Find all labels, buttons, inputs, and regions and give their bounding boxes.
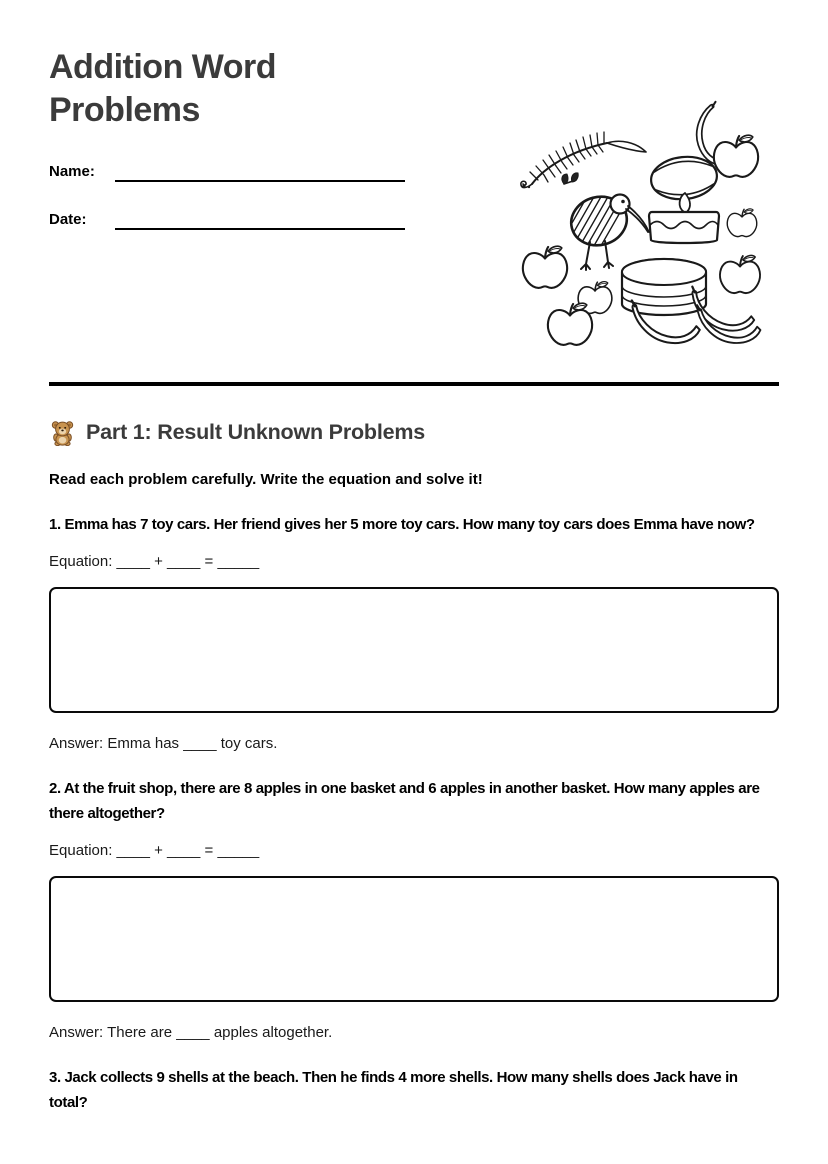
- problem-1-answer: Answer: Emma has ____ toy cars.: [49, 735, 278, 752]
- problem-2-text: 2. At the fruit shop, there are 8 apples in one basket and 6 apples in another basket. How many apples are there altogether?: [49, 780, 760, 822]
- date-label: Date:: [49, 210, 87, 228]
- apple-icon: [714, 135, 758, 177]
- teddy-bear-icon: [49, 419, 76, 446]
- problem-1-text: 1. Emma has 7 toy cars. Her friend gives her 5 more toy cars. How many toy cars does Emma have now?: [49, 516, 755, 533]
- problem-1-equation: Equation: ____ + ____ = _____: [49, 553, 260, 570]
- problem-1-work-box: [49, 587, 779, 713]
- name-label: Name:: [49, 162, 95, 180]
- kiwi-fruit-illustration: [512, 96, 768, 358]
- worksheet-header: [0, 46, 828, 382]
- section-divider: [49, 382, 779, 386]
- apple-icon: [720, 255, 760, 293]
- problem-2-answer: Answer: There are ____ apples altogether.: [49, 1024, 333, 1041]
- name-blank-line: [115, 160, 405, 182]
- date-blank-line: [115, 208, 405, 230]
- apple-icon: [727, 209, 757, 237]
- apple-icon: [523, 246, 567, 288]
- section-heading-text: Part 1: Result Unknown Problems: [86, 420, 426, 444]
- leaf-sprig-icon: [562, 173, 578, 184]
- worksheet-page: [0, 46, 828, 1164]
- date-field: [49, 208, 405, 230]
- problem-2-work-box: [49, 876, 779, 1002]
- section-part-1: [0, 419, 828, 1115]
- problem-1: [49, 512, 779, 752]
- problem-3-text: 3. Jack collects 9 shells at the beach. Then he finds 4 more shells. How many shells does Jack have in total?: [49, 1069, 738, 1111]
- problem-2-equation: Equation: ____ + ____ = _____: [49, 842, 260, 859]
- name-field: [49, 160, 405, 182]
- problem-3: [49, 1065, 779, 1115]
- problem-2: [49, 776, 779, 1041]
- section-heading: [49, 419, 779, 446]
- silver-fern-icon: [521, 132, 646, 188]
- frosted-cake-icon: [649, 193, 719, 243]
- section-instructions: Read each problem carefully. Write the equation and solve it!: [49, 471, 483, 488]
- page-title: Addition Word Problems: [49, 48, 277, 129]
